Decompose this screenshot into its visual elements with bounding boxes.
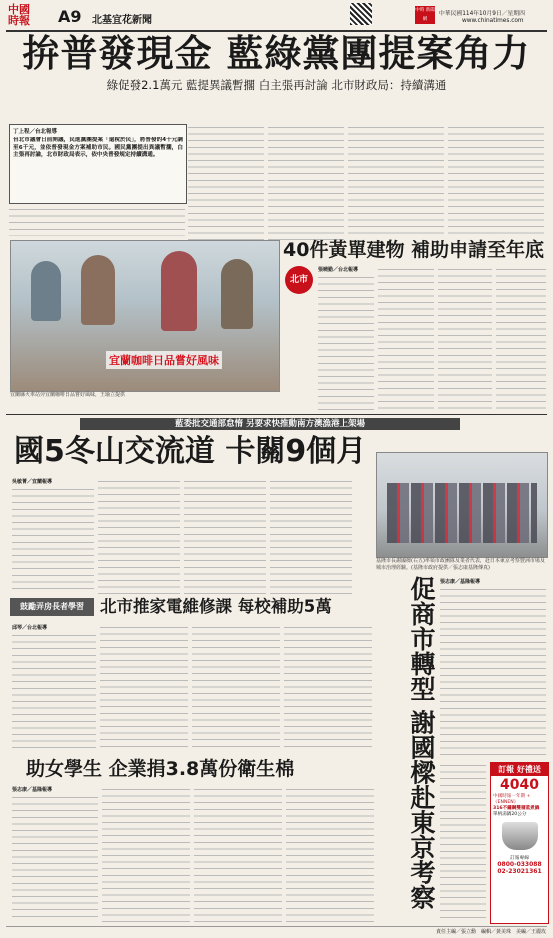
pot-image — [502, 822, 538, 850]
banner-kicker: 藍委批交通部怠惰 另要求快推動南方澳漁港上架場 — [80, 418, 460, 430]
article-column — [496, 266, 546, 410]
sub-headline: 綠促發2.1萬元 藍提異議暫擱 白主張再討論 北市財政局：持續溝通 — [106, 78, 447, 92]
story2-title: 北市推家電維修課 每校補助5萬 — [100, 597, 332, 616]
article-column — [194, 786, 282, 922]
ad-phone2: 02-23021361 — [497, 868, 542, 875]
article-column — [378, 266, 434, 410]
photo-label: 宜蘭咖啡日品嘗好風味 — [106, 351, 222, 369]
banner-title: 國5冬山交流道 卡關9個月 — [14, 434, 367, 469]
section-name: 北基宜花新聞 — [92, 15, 152, 26]
article-column — [12, 794, 98, 922]
logo — [8, 4, 38, 28]
ad-phone1: 0800-033088 — [497, 861, 542, 868]
photo-person — [221, 259, 253, 329]
story3-title: 助女學生 企業捐3.8萬份衛生棉 — [26, 758, 295, 780]
article-column — [184, 478, 266, 594]
photo-group — [387, 483, 537, 543]
article-column — [284, 624, 372, 752]
article-column — [448, 124, 544, 234]
website: www.chinatimes.com — [462, 18, 524, 24]
section-divider — [6, 414, 547, 415]
article-column — [188, 124, 264, 240]
article-column — [348, 124, 444, 234]
vertical-headline: 促商市轉型 謝國樑赴東京考察 — [407, 576, 436, 910]
article-column — [102, 786, 190, 922]
vertical-byline: 張志康／基隆報導 — [440, 579, 481, 585]
article-column — [440, 586, 546, 758]
banner-byline: 吳敏菁／宜蘭報導 — [12, 479, 53, 485]
ad-title: 訂報 好禮送 — [491, 763, 548, 776]
story1-title: 40件黃單建物 補助申請至年底 — [283, 239, 545, 261]
qr-code-icon — [350, 3, 372, 25]
story2-label: 鼓勵弄房長者學習 — [10, 598, 94, 616]
story1-byline: 張曉勤／台北報導 — [318, 267, 359, 273]
keelung-delegation-photo — [376, 452, 548, 558]
footer-rule — [6, 926, 547, 927]
story3-byline: 張志康／基隆報導 — [12, 787, 53, 793]
article-column — [98, 478, 180, 594]
ad-line1: 中國時報一年期 + 《ENNEN》 — [493, 794, 531, 805]
photo-person — [161, 251, 197, 331]
article-column — [318, 274, 374, 410]
keelung-photo-caption: 基隆市長謝國樑(右五)率領市政團隊及業者代表，赴日本東京考察豐洲市場及城市治理經驗。(基隆市政府提供／張志康基隆傳真) — [376, 558, 545, 571]
chinatimes-news-tag: 中時 新聞網 — [415, 8, 435, 22]
lead-text: 台北市議會日前開議，民進黨團提案「還稅於民」，將普發的4千元調至6千元，並依普發現金方案補助市民。國民黨團提出異議暫擱，白主張再討論，北市財政局表示，依中央普發規定持續溝通。 — [13, 137, 183, 159]
ad-price: 4040 — [500, 777, 539, 793]
masthead — [0, 0, 553, 30]
ad-phone-label: 訂報專線 — [509, 856, 530, 861]
page-credits: 責任主編／張立勳 編輯／黃美珠 美編／王麗玫 — [435, 929, 546, 935]
logo-top: 中國 — [8, 3, 30, 16]
article-column — [9, 206, 185, 236]
article-column — [440, 762, 486, 922]
subscription-ad[interactable] — [490, 762, 549, 924]
article-column — [286, 786, 374, 922]
lead-box — [9, 124, 187, 204]
article-column — [270, 478, 352, 594]
issue-date: 中華民國114年10月9日／星期四 — [439, 11, 525, 17]
article-column — [268, 124, 344, 240]
article-column — [192, 624, 280, 752]
lead-byline: 丁上程／台北報導 — [13, 129, 58, 135]
article-column — [12, 632, 96, 752]
ad-line3: 單柄湯鍋20公分 — [493, 812, 527, 817]
main-headline: 拚普發現金 藍綠黨團提案角力 — [22, 32, 531, 75]
photo-caption: 宜蘭縣火車站旁宜蘭咖啡日品嘗好風味，王瑜立提供 — [10, 392, 126, 398]
article-column — [438, 266, 492, 410]
coffee-event-photo — [10, 240, 280, 392]
region-badge: 北市 — [285, 266, 313, 294]
article-column — [12, 486, 94, 594]
photo-person — [81, 255, 115, 325]
article-column — [100, 624, 188, 752]
photo-person — [31, 261, 61, 321]
page-number: A9 — [58, 7, 82, 26]
story2-byline: 邱琴／台北報導 — [12, 625, 48, 631]
logo-bottom: 時報 — [8, 14, 30, 27]
ad-line2: 316不鏽鋼雙層蒸煮鍋 — [493, 806, 540, 811]
